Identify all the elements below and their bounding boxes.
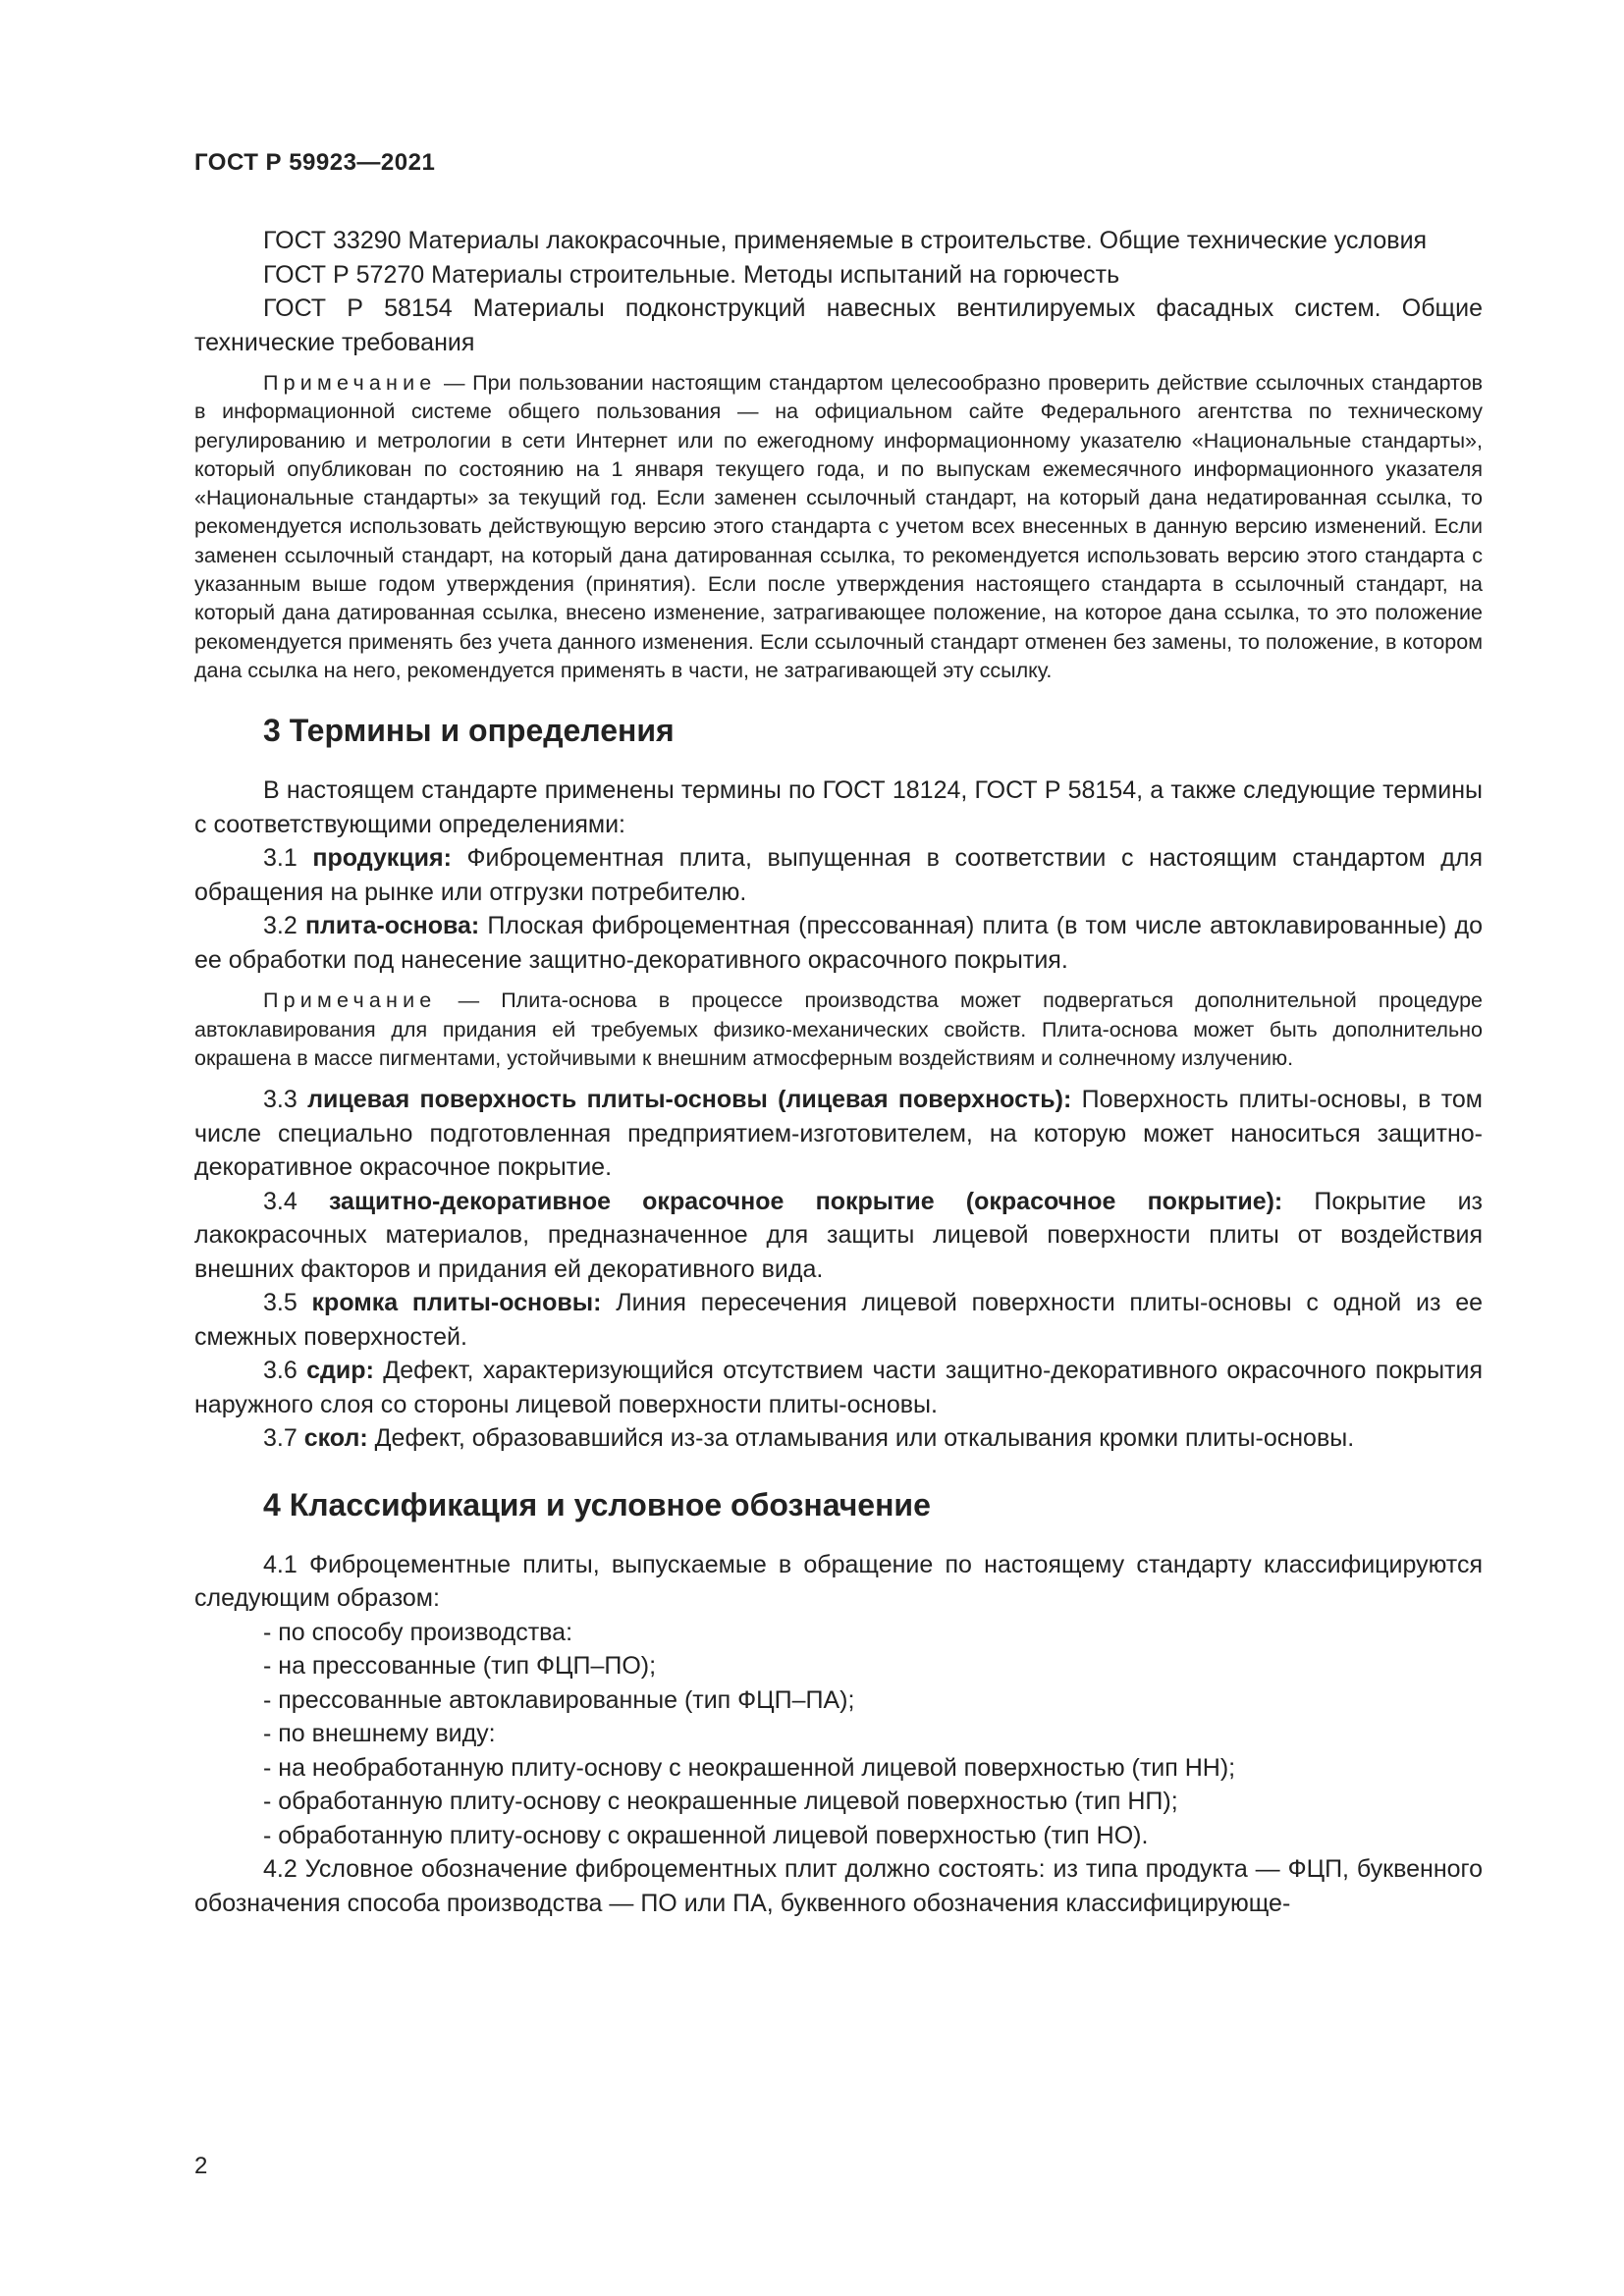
term-3-2 xyxy=(194,909,1483,977)
term-number: 3.5 xyxy=(263,1289,298,1317)
term-number: 3.2 xyxy=(263,912,298,940)
section-3-intro: В настоящем стандарте применены термины по ГОСТ 18124, ГОСТ Р 58154, а также следующие термины с соответствующими определениями: xyxy=(194,776,1483,838)
reference-gost-33290: ГОСТ 33290 Материалы лакокрасочные, применяемые в строительстве. Общие технические условия xyxy=(263,227,1428,254)
spacer xyxy=(194,1073,1483,1083)
term-number: 3.1 xyxy=(263,844,298,873)
term-number: 3.4 xyxy=(263,1187,298,1215)
list-item: - на необработанную плиту-основу с неокрашенной лицевой поверхностью (тип НН); xyxy=(263,1753,1236,1782)
paragraph-4-1: 4.1 Фиброцементные плиты, выпускаемые в обращение по настоящему стандарту классифицируются следующим образом: xyxy=(194,1550,1483,1613)
paragraph-4-2: 4.2 Условное обозначение фиброцементных плит должно состоять: из типа продукта — ФЦП, буквенного обозначения способа производства — ПО или ПА, буквенного обозначения классифицирующе- xyxy=(194,1855,1483,1917)
list-item: - на прессованные (тип ФЦП–ПО); xyxy=(263,1652,657,1681)
note-text: — При пользовании настоящим стандартом целесообразно проверить действие ссылочных стандартов в информационной системе общего пользования — на официальном сайте Федерального агентства по техническому регулированию и метрологии в сети Интернет или по ежегодному информационному указателю «Национальные стандарты», который опубликован по состоянию на 1 января текущего года, и по выпускам ежемесячного информационного указателя «Национальные стандарты» за текущий год. Если заменен ссылочный стандарт, на который дана недатированная ссылка, то рекомендуется использовать действующую версию этого стандарта с учетом всех внесенных в данную версию изменений. Если заменен ссылочный стандарт, на который дана датированная ссылка, то рекомендуется использовать версию этого стандарта с указанным выше годом утверждения (принятия). Если после утверждения настоящего стандарта в ссылочный стандарт, на который дана датированная ссылка, внесено изменение, затрагивающее положение, на которое дана ссылка, то это положение рекомендуется применять без учета данного изменения. Если ссылочный стандарт отменен без замены, то положение, в котором дана ссылка на него, рекомендуется применять в части, не затрагивающей эту ссылку. xyxy=(194,371,1483,682)
term-name: продукция: xyxy=(312,844,452,873)
list-item: - по способу производства: xyxy=(263,1618,573,1646)
list-item: - обработанную плиту-основу с окрашенной лицевой поверхностью (тип НО). xyxy=(263,1821,1149,1849)
term-3-1 xyxy=(194,841,1483,909)
term-3-5 xyxy=(194,1286,1483,1354)
term-number: 3.3 xyxy=(263,1086,298,1114)
note-text: — Плита-основа в процессе производства может подвергаться дополнительной процедуре автоклавирования для придания ей требуемых физико-механических свойств. Плита-основа может быть дополнительно окрашена в массе пигментами, устойчивыми к внешним атмосферным воздействиям и солнечному излучению. xyxy=(194,988,1483,1070)
term-definition: Покрытие из лакокрасочных материалов, предназначенное для защиты лицевой поверхности плиты от воздействия внешних факторов и придания ей декоративного вида. xyxy=(194,1187,1484,1283)
term-name: кромка плиты-основы: xyxy=(311,1289,602,1317)
document-body xyxy=(194,224,1483,1920)
term-definition: Поверхность плиты-основы, в том числе специально подготовленная предприятием-изготовителем, на которую может наноситься защитно-декоративное окрасочное покрытие. xyxy=(194,1086,1483,1182)
term-number: 3.7 xyxy=(263,1424,298,1453)
note-label: Примечание xyxy=(263,988,437,1013)
term-name: лицевая поверхность плиты-основы (лицевая поверхность): xyxy=(307,1086,1072,1114)
term-name: сдир: xyxy=(306,1357,374,1385)
note-label: Примечание xyxy=(263,371,437,395)
term-number: 3.6 xyxy=(263,1357,298,1385)
term-definition: Дефект, характеризующийся отсутствием части защитно-декоративного окрасочного покрытия наружного слоя со стороны лицевой поверхности плиты-основы. xyxy=(194,1357,1483,1418)
term-name: плита-основа: xyxy=(304,912,480,940)
term-definition: Плоская фиброцементная (прессованная) плита (в том числе автоклавированные) до ее обработки под нанесение защитно-декоративного окрасочного покрытия. xyxy=(194,912,1483,974)
term-3-3 xyxy=(194,1083,1483,1185)
term-name: скол: xyxy=(303,1424,368,1453)
list-item: - прессованные автоклавированные (тип ФЦП–ПА); xyxy=(263,1685,855,1714)
term-definition: Дефект, образовавшийся из-за отламывания или откалывания кромки плиты-основы. xyxy=(374,1424,1355,1453)
term-3-7 xyxy=(194,1421,1483,1456)
page-number: 2 xyxy=(194,2153,208,2179)
document-header: ГОСТ Р 59923—2021 xyxy=(194,149,436,176)
reference-gost-r-57270: ГОСТ Р 57270 Материалы строительные. Методы испытаний на горючесть xyxy=(263,260,1120,289)
term-definition: Линия пересечения лицевой поверхности плиты-основы с одной из ее смежных поверхностей. xyxy=(194,1289,1484,1351)
term-name: защитно-декоративное окрасочное покрытие (окрасочное покрытие): xyxy=(328,1187,1283,1215)
list-item: - по внешнему виду: xyxy=(263,1720,496,1748)
section-3-heading: 3 Термины и определения xyxy=(263,713,675,749)
term-3-4 xyxy=(194,1185,1483,1287)
reference-gost-r-58154: ГОСТ Р 58154 Материалы подконструкций навесных вентилируемых фасадных систем. Общие технические требования xyxy=(194,294,1483,356)
term-definition: Фиброцементная плита, выпущенная в соответствии с настоящим стандартом для обращения на рынке или отгрузки потребителю. xyxy=(194,844,1484,906)
section-4-heading: 4 Классификация и условное обозначение xyxy=(263,1486,931,1522)
note-references xyxy=(194,369,1483,685)
term-3-6 xyxy=(194,1354,1483,1421)
list-item: - обработанную плиту-основу с неокрашенные лицевой поверхностью (тип НП); xyxy=(263,1788,1178,1816)
note-base-plate xyxy=(194,987,1483,1073)
